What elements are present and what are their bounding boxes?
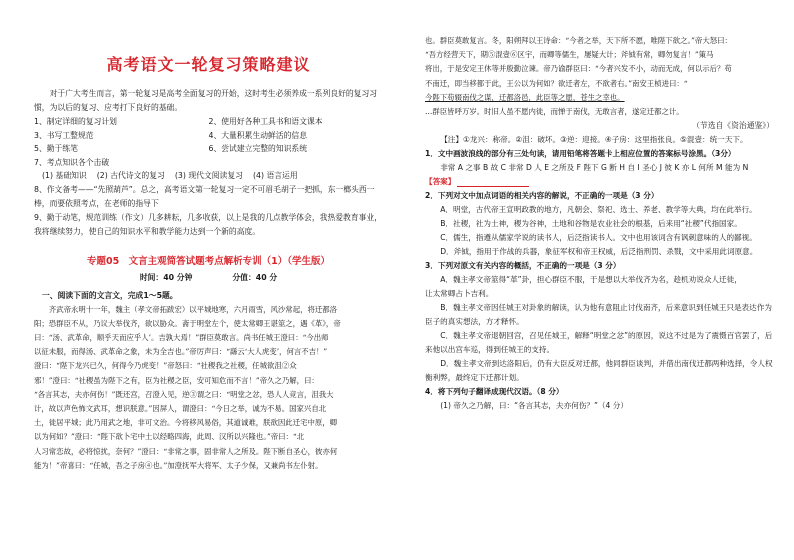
annotation-notes: 【注】①龙兴：称帝。②沮：破坏。③逆：迎接。④子房：这里指张良。⑤混壹：统一天下。 [440, 135, 748, 145]
classical-passage [34, 303, 383, 473]
question-4-text: 4．将下列句子翻译成现代汉语。（8 分） [425, 387, 564, 397]
passage-line: 曰：“汤、武革命，顺乎天而应乎人’。吉孰大焉！”群臣莫敢言。尚书任城王澄曰：“今出师 [34, 332, 329, 342]
passage-line: 能为！”帝喜曰：“任城，吾之子房④也。”加澄抚军大将军、太子少保，又兼尚书左仆射。 [34, 460, 323, 470]
passage-line: 将出，于是安定王休等并殷勤泣谏。帝乃谕群臣曰：“今者兴发不小，动而无成，何以示后？苟 [425, 64, 732, 74]
tip-7-items [42, 169, 383, 183]
question-3-text: 3．下列对原文有关内容的概括，不正确的一项是（3 分） [425, 261, 621, 271]
page-title: 高考语文一轮复习策略建议 [106, 55, 311, 74]
question-2-option: D．斧钺，指用于作战的兵器，象征军权和帝王权威，后泛指刑罚、杀戮，文中采用此词原意。 [440, 247, 758, 257]
tip-item: 6、尝试建立完整的知识系统 [208, 144, 308, 153]
passage-line: 邪！”澄曰：“社稷虽为陛下之有，臣为社稷之臣，安可知危而不言！”帝久之乃解，曰： [34, 375, 319, 385]
tip-9: 9、勤于动笔，规范训练（作文）几多耕耘，几多收获，以上是我的几点教学体会，我热爱教育事业，我将继续努力，使自己的知识水平和教学能力达到一个新的高度。 [34, 212, 383, 236]
passage-line: …群臣皆呼万岁。时旧人虽不愿内徙，而惮于南伐，无敢言者，遂定迁都之计。 [425, 107, 684, 117]
question-3-option: A．魏主孝文帝筮得“革”卦，担心群臣不服，于是想以大举伐齐为名，趁机劝说众人迁徙， [440, 275, 742, 285]
right-page [397, 0, 794, 560]
tip-8: 8、作文备考——“先照葫芦”。总之，高考语文第一轮复习一定不可眉毛胡子一把抓，东一榔头西一棒，而要依照考点，在老师的指导下 [34, 184, 375, 208]
passage-line: 不南迁，即当移都于此，王公以为何如？欲迁者左，不欲者右。”南安王桢进曰：“ [425, 78, 688, 88]
question-1-options: 非常 A 之事 B 故 C 非常 D 人 E 之所及 F 陛下 G 断 H 自 I 圣心 J 彼 K 亦 L 何所 M 能为 N [440, 163, 749, 173]
tip-7-item: (3) 现代文阅读复习 [174, 171, 243, 180]
passage-line: 计，故以声色怖文武耳，想识朕意。”因屏人，谓澄曰：“今日之举，诚为不易。国家兴自北 [34, 403, 327, 413]
tip-item: 2、使用好各种工具书和语文课本 [208, 117, 323, 126]
tip-7-item: (4) 语言运用 [252, 171, 298, 180]
time-label: 时间：40 分钟 [139, 272, 193, 282]
exam-meta [34, 272, 383, 283]
section-title: 专题05 文言主观简答试题考点解析专训（1）（学生版） [86, 255, 331, 267]
answer-label: 【答案】 [425, 177, 456, 187]
tip-7-item: (2) 古代诗文的复习 [96, 171, 165, 180]
tip-7-item: (1) 基础知识 [42, 171, 87, 180]
passage-line: 也。群臣莫敢复言。冬，阳朔拜以王诗命：“今者之举，天下所不愿，唯陛下欲之。”帝大怒曰： [425, 36, 732, 45]
underlined-sentence: 今陛下苟辍南伐之谋，迁都洛邑，此臣等之愿，苍生之幸也。 [425, 92, 625, 102]
passage-line: 以征未服，而得汤、武革命之象，未为全吉也。”帝厉声曰：“繇云‘大人虎变’，何言不吉！” [34, 347, 328, 357]
passage-line: “吾方经营天下，期⑤混壹⑥区宇，而卿等儒生，屡疑大计；斧钺有常，卿勿复言！”策马 [425, 50, 714, 60]
classical-passage-continued [425, 34, 778, 119]
question-4-item-1: (1) 帝久之乃解，曰：“各言其志，夫亦何伤？”（4 分） [440, 401, 628, 411]
question-2-option: B．社稷，社为土神，稷为谷神，土地和谷物是农业社会的根基，后来用“社稷”代指国家。 [440, 219, 742, 229]
question-3 [425, 259, 778, 273]
reading-question-heading: 一、阅读下面的文言文，完成1～5题。 [42, 290, 178, 300]
tips-grid [34, 115, 383, 156]
question-2 [425, 189, 778, 203]
question-2-text: 2．下列对文中加点词语的相关内容的解说，不正确的一项是（3 分） [425, 191, 659, 201]
question-1 [425, 147, 778, 161]
tip-item: 1、制定详细的复习计划 [34, 117, 117, 126]
question-3-option: B．魏主孝文帝因任城王对卦象的解读，认为他有意阻止讨伐南齐，后来意识到任城王只是表达作为臣子的真实想法，方才释怀。 [425, 303, 772, 327]
passage-line: “各言其志，夫亦何伤！”既还宫，召澄入见，逆③谓之曰：“明堂之忿，恐人人竞言，沮我大 [34, 389, 334, 399]
tip-item: 4、大量积累生动鲜活的信息 [208, 130, 308, 140]
passage-line: 阳；恐群臣不从，乃议大举伐齐，欲以胁众。斋于明堂左个，使太常卿王谌筮之，遇《革》，帝 [34, 318, 341, 328]
passage-line: 以为何如？”澄曰：“陛下欲卜宅中土以经略四海，此周、汉所以兴隆也。”帝曰：“北 [34, 432, 305, 442]
passage-line: 齐武帝永明十一年，魏主（孝文帝拓跋宏）以平城地寒，六月雨雪，风沙常起，将迁都洛 [48, 304, 338, 314]
question-3-option: 让太常卿占卜吉利。 [425, 289, 494, 299]
passage-line: 人习常恋故，必将惊扰，奈何？”澄曰：“非常之事，固非常人之所及。陛下断自圣心，彼亦何 [34, 446, 338, 456]
answer-row [425, 175, 778, 189]
question-2-option: A．明堂，古代帝王宣明政教的地方，凡朝会、祭祀、选士、养老、教学等大典，均在此举行。 [440, 205, 757, 215]
tip-item: 5、勤于练笔 [34, 144, 78, 153]
passage-line: 澄曰：“陛下龙兴已久，何得今乃虎变！”帝怒曰：“社稷我之社稷，任城欲沮②众 [34, 361, 297, 371]
question-2-option: C．儒生，指遵从儒家学说的读书人，后泛指读书人。文中也用该词含有讽刺意味的人的鄙视。 [440, 233, 757, 243]
question-3-option: D．魏主孝文帝到达洛阳后，仍有大臣反对迁都，他同群臣谈判，并借出南伐迁都两种选择，令人权衡利弊，最终定下迁都计划。 [425, 359, 773, 383]
passage-line: 土，徙居平城；此乃用武之地，非可文治。今将移风易俗，其道诚难，朕欲因此迁宅中原，卿 [34, 418, 338, 428]
question-4 [425, 385, 778, 399]
tip-7-title: 7、考点知识各个击破 [34, 157, 110, 167]
tip-item: 3、书写工整规范 [34, 130, 94, 140]
score-label: 分值：40 分 [232, 272, 278, 282]
intro-paragraph: 对于广大考生而言，第一轮复习是高考全面复习的开始，这时考生必须养成一系列良好的复习习惯，为以后的复习、应考打下良好的基础。 [34, 89, 378, 112]
answer-blank [457, 178, 529, 187]
question-3-option: C．魏主孝文帝退朝回宫，召见任城王，解释“明堂之忿”的原因，说这不过是为了震慑百官罢了，后来他以出宫车巡，得到任城王的支持。 [425, 331, 773, 355]
question-1-text: 1．文中画波浪线的部分有三处句读，请用铅笔将答题卡上相应位置的答案标号涂黑。（3分） [425, 149, 736, 159]
passage-source: （节选自《资治通鉴》） [692, 121, 774, 131]
